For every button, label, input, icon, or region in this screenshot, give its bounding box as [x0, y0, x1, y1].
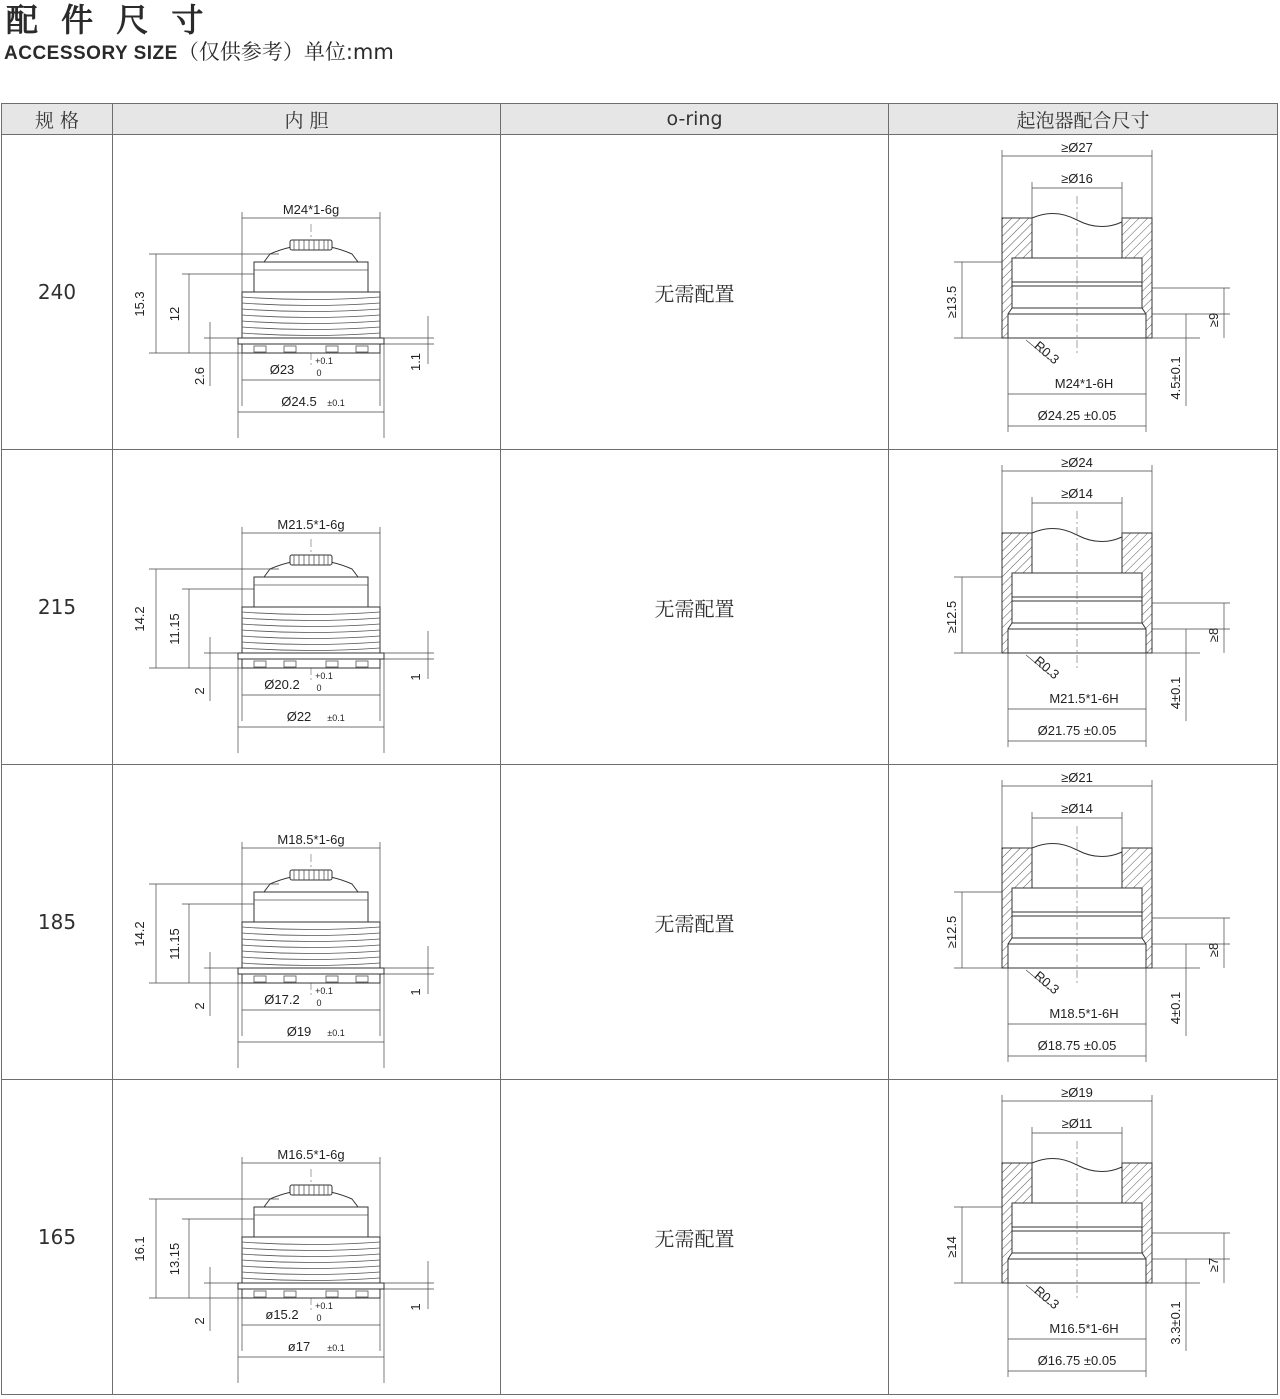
fit-depth-label: ≥12.5: [943, 600, 959, 634]
fit-step-label: 4.5±0.1: [1167, 356, 1183, 400]
height-total-label: 14.2: [131, 606, 147, 632]
fit-thread-label: M18.5*1-6H: [1048, 1006, 1119, 1021]
fit-bore-label: Ø21.75 ±0.05: [1037, 723, 1116, 738]
fit-drawing: [890, 1081, 1277, 1393]
fit-top-diameter-label: ≥Ø21: [1060, 770, 1093, 785]
fit-top-diameter-label: ≥Ø27: [1060, 140, 1093, 155]
height-base-label: 2: [191, 687, 207, 695]
inner-diameter-label: Ø20.2: [263, 677, 300, 692]
height-total-label: 14.2: [131, 921, 147, 947]
inner-diameter-label: Ø23: [269, 362, 294, 377]
insert-drawing-cell: [113, 765, 501, 1080]
outer-diameter-label: Ø22: [286, 709, 311, 724]
insert-drawing-cell: [113, 1080, 501, 1395]
fit-top-diameter-label: ≥Ø19: [1060, 1085, 1093, 1100]
insert-flange: [238, 338, 384, 344]
height-total-label: 15.3: [131, 291, 147, 317]
insert-flange: [238, 1283, 384, 1289]
insert-thread-body: [242, 922, 380, 968]
aerator-dome: [290, 870, 332, 880]
fit-thread-depth-label: ≥8: [1205, 627, 1221, 643]
height-mid-label: 13.15: [166, 1242, 182, 1276]
insert-flange: [238, 653, 384, 659]
fit-drawing: [890, 766, 1277, 1078]
oring-value: 无需配置: [501, 765, 889, 1080]
col-header-oring: o-ring: [501, 104, 889, 135]
fit-depth-label: ≥12.5: [943, 915, 959, 949]
fit-depth-label: ≥14: [943, 1236, 959, 1258]
fit-step-label: 3.3±0.1: [1167, 1301, 1183, 1345]
fit-step-label: 4±0.1: [1167, 991, 1183, 1025]
inner-tol-upper: +0.1: [314, 1301, 333, 1311]
insert-drawing: [114, 766, 500, 1078]
fit-bore-label: Ø18.75 ±0.05: [1037, 1038, 1116, 1053]
inner-tol-lower: 0: [315, 368, 322, 378]
col-header-insert: 内 胆: [113, 104, 501, 135]
thread-spec-label: M24*1-6g: [282, 202, 339, 217]
height-mid-label: 12: [166, 306, 182, 322]
thread-spec-label: M21.5*1-6g: [276, 517, 345, 532]
table-header-row: [2, 104, 1278, 135]
fit-top-diameter-label: ≥Ø24: [1060, 455, 1093, 470]
spec-value: 215: [2, 450, 113, 765]
insert-drawing: [114, 136, 500, 448]
fit-bore-label: Ø24.25 ±0.05: [1037, 408, 1116, 423]
fit-radius-label: R0.3: [1031, 967, 1062, 998]
insert-upper-body: [254, 262, 368, 292]
thread-spec-label: M16.5*1-6g: [276, 1147, 345, 1162]
table-row: [2, 1080, 1278, 1395]
insert-upper-body: [254, 577, 368, 607]
height-base-label: 2.6: [191, 366, 207, 386]
fit-step-label: 4±0.1: [1167, 676, 1183, 710]
inner-diameter-label: ø15.2: [264, 1307, 299, 1322]
step-height-label: 1: [407, 1303, 423, 1311]
inner-tol-upper: +0.1: [314, 986, 333, 996]
height-total-label: 16.1: [131, 1236, 147, 1262]
fit-thread-depth-label: ≥7: [1205, 1257, 1221, 1273]
outer-tol-label: ±0.1: [326, 713, 345, 723]
inner-tol-upper: +0.1: [314, 671, 333, 681]
col-header-spec: 规 格: [2, 104, 113, 135]
fit-wall-right: [1122, 1163, 1152, 1283]
height-base-label: 2: [191, 1317, 207, 1325]
insert-drawing: [114, 1081, 500, 1393]
fit-drawing-cell: [889, 135, 1278, 450]
inner-tol-lower: 0: [315, 683, 322, 693]
inner-diameter-label: Ø17.2: [263, 992, 300, 1007]
fit-radius-label: R0.3: [1031, 652, 1062, 683]
fit-depth-label: ≥13.5: [943, 285, 959, 319]
step-height-label: 1.1: [407, 352, 423, 372]
step-height-label: 1: [407, 673, 423, 681]
inner-tol-upper: +0.1: [314, 356, 333, 366]
fit-thread-label: M21.5*1-6H: [1048, 691, 1119, 706]
subtitle-en: ACCESSORY SIZE: [4, 43, 178, 64]
fit-thread-label: M24*1-6H: [1054, 376, 1113, 391]
fit-drawing-cell: [889, 765, 1278, 1080]
fit-drawing: [890, 136, 1277, 448]
height-base-label: 2: [191, 1002, 207, 1010]
fit-drawing-cell: [889, 1080, 1278, 1395]
spec-value: 165: [2, 1080, 113, 1395]
step-height-label: 1: [407, 988, 423, 996]
fit-radius-label: R0.3: [1031, 337, 1062, 368]
insert-drawing: [114, 451, 500, 763]
outer-diameter-label: ø17: [287, 1339, 310, 1354]
oring-value: 无需配置: [501, 1080, 889, 1395]
col-header-fit-size: 起泡器配合尺寸: [889, 104, 1278, 135]
fit-wall-left: [1002, 848, 1032, 968]
fit-thread-depth-label: ≥8: [1205, 942, 1221, 958]
outer-tol-label: ±0.1: [326, 398, 345, 408]
fit-mid-diameter-label: ≥Ø16: [1060, 171, 1093, 186]
insert-upper-body: [254, 892, 368, 922]
fit-mid-diameter-label: ≥Ø11: [1061, 1116, 1092, 1131]
insert-drawing-cell: [113, 135, 501, 450]
fit-wall-right: [1122, 218, 1152, 338]
table-row: [2, 450, 1278, 765]
insert-thread-body: [242, 292, 380, 338]
oring-value: 无需配置: [501, 135, 889, 450]
height-mid-label: 11.15: [166, 613, 182, 645]
table-row: [2, 765, 1278, 1080]
fit-radius-label: R0.3: [1031, 1282, 1062, 1313]
fit-thread-label: M16.5*1-6H: [1048, 1321, 1119, 1336]
subtitle-note: （仅供参考）单位:mm: [177, 40, 394, 64]
aerator-dome: [290, 1185, 332, 1195]
fit-wall-right: [1122, 533, 1152, 653]
fit-wall-left: [1002, 1163, 1032, 1283]
thread-spec-label: M18.5*1-6g: [276, 832, 345, 847]
insert-drawing-cell: [113, 450, 501, 765]
insert-upper-body: [254, 1207, 368, 1237]
fit-bore-label: Ø16.75 ±0.05: [1037, 1353, 1116, 1368]
fit-thread-depth-label: ≥9: [1205, 312, 1221, 328]
aerator-dome: [290, 240, 332, 250]
spec-value: 240: [2, 135, 113, 450]
fit-mid-diameter-label: ≥Ø14: [1060, 801, 1093, 816]
fit-drawing: [890, 451, 1277, 763]
height-mid-label: 11.15: [166, 928, 182, 960]
insert-flange: [238, 968, 384, 974]
insert-thread-body: [242, 1237, 380, 1283]
aerator-dome: [290, 555, 332, 565]
page-subtitle: [4, 38, 394, 68]
insert-thread-body: [242, 607, 380, 653]
spec-value: 185: [2, 765, 113, 1080]
fit-wall-right: [1122, 848, 1152, 968]
accessory-size-table: [1, 103, 1278, 1395]
page-title: 配 件 尺 寸: [6, 1, 210, 39]
outer-diameter-label: Ø19: [286, 1024, 311, 1039]
outer-tol-label: ±0.1: [326, 1028, 345, 1038]
inner-tol-lower: 0: [315, 1313, 322, 1323]
fit-wall-left: [1002, 218, 1032, 338]
table-row: [2, 135, 1278, 450]
fit-mid-diameter-label: ≥Ø14: [1060, 486, 1093, 501]
fit-wall-left: [1002, 533, 1032, 653]
outer-diameter-label: Ø24.5: [280, 394, 317, 409]
fit-drawing-cell: [889, 450, 1278, 765]
outer-tol-label: ±0.1: [326, 1343, 345, 1353]
oring-value: 无需配置: [501, 450, 889, 765]
inner-tol-lower: 0: [315, 998, 322, 1008]
